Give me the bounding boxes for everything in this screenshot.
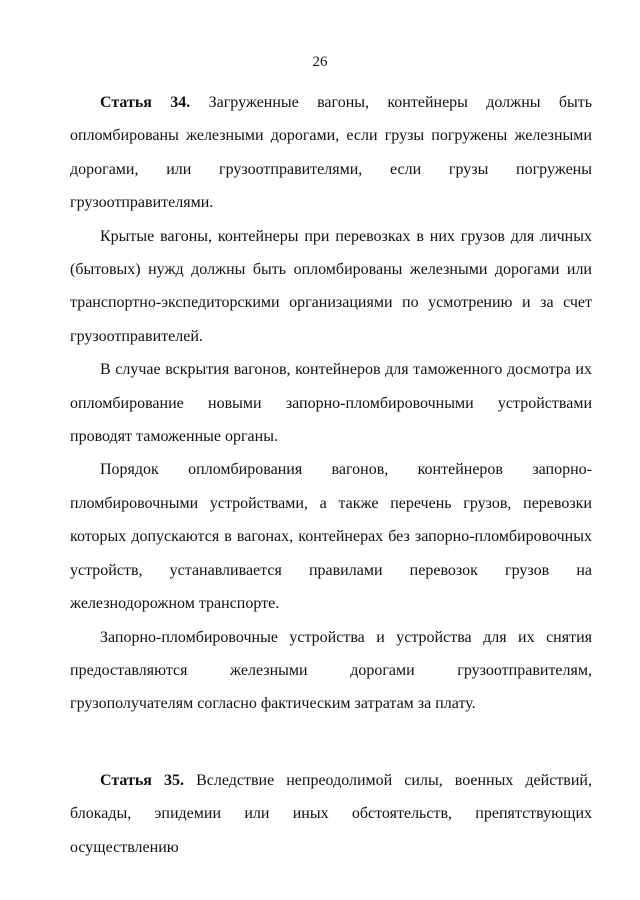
article-34-paragraph-5: Запорно-пломбировочные устройства и устройства для их снятия предоставляются железными дорогами грузоотправителям, грузополучателям согласно фактическим затратам за плату. — [70, 628, 592, 713]
article-34-text: Загруженные вагоны, контейнеры должны быть опломбированы железными дорогами, если грузы погружены железными дорогами, или грузоотправителями, если грузы погружены грузоотправителями. — [70, 94, 592, 212]
article-35-heading: Статья 35. — [100, 771, 185, 789]
article-34-paragraph-4: Порядок опломбирования вагонов, контейнеров запорно-пломбировочными устройствами, а также перечень грузов, перевозки которых допускаются в вагонах, контейнерах без запорно-пломбировочных устройств, устанавливается правилами перевозок грузов на железнодорожном транспорте. — [70, 461, 592, 613]
article-35-text: Вследствие непреодолимой силы, военных действий, блокады, эпидемии или иных обстоятельств, препятствующих осуществлению — [70, 771, 592, 856]
article-34-paragraph-3: В случае вскрытия вагонов, контейнеров для таможенного досмотра их опломбирование новыми запорно-пломбировочными устройствами проводят таможенные органы. — [70, 361, 592, 446]
article-34-paragraph-1 — [70, 86, 592, 220]
article-separator — [70, 721, 592, 764]
article-34-heading: Статья 34. — [100, 94, 191, 111]
document-body — [70, 86, 592, 864]
article-34-paragraph-2: Крытые вагоны, контейнеры при перевозках в них грузов для личных (бытовых) нужд должны быть опломбированы железными дорогами или транспортно-экспедиторскими организациями по усмотрению и за счет грузоотправителей. — [70, 227, 592, 345]
page-number: 26 — [312, 54, 328, 70]
article-35-paragraph-1 — [70, 764, 592, 864]
